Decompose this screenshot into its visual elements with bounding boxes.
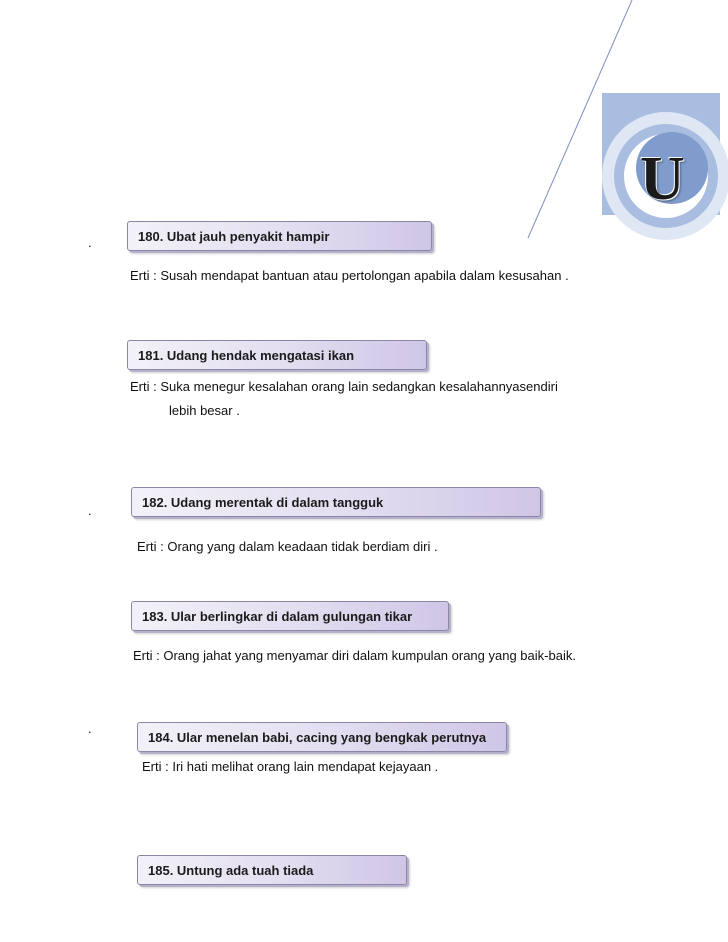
entry-title-text: 183. Ular berlingkar di dalam gulungan tikar xyxy=(142,609,413,624)
margin-dot: . xyxy=(88,235,92,250)
entry-title-180 xyxy=(127,221,432,251)
entry-title-184 xyxy=(137,722,507,752)
entry-title-182 xyxy=(131,487,541,517)
entry-meaning-184: Erti : Iri hati melihat orang lain mendapat kejayaan . xyxy=(142,759,439,774)
logo-letter: U xyxy=(640,145,685,213)
entry-title-text: 182. Udang merentak di dalam tangguk xyxy=(142,495,384,510)
entry-title-text: 180. Ubat jauh penyakit hampir xyxy=(138,229,330,244)
entry-title-text: 184. Ular menelan babi, cacing yang bengkak perutnya xyxy=(148,730,487,745)
margin-dot: . xyxy=(88,503,92,518)
entry-meaning-180: Erti : Susah mendapat bantuan atau pertolongan apabila dalam kesusahan . xyxy=(130,268,569,283)
entry-meaning-183: Erti : Orang jahat yang menyamar diri dalam kumpulan orang yang baik-baik. xyxy=(133,648,576,663)
entry-meaning-182: Erti : Orang yang dalam keadaan tidak berdiam diri . xyxy=(137,539,438,554)
entry-meaning-181-continued: lebih besar . xyxy=(169,403,240,418)
margin-dot: . xyxy=(88,721,92,736)
entry-title-181 xyxy=(127,340,427,370)
entry-meaning-181: Erti : Suka menegur kesalahan orang lain sedangkan kesalahannyasendiri xyxy=(130,379,558,394)
entry-title-183 xyxy=(131,601,449,631)
entry-title-text: 185. Untung ada tuah tiada xyxy=(148,863,314,878)
entry-title-185 xyxy=(137,855,407,885)
entry-title-text: 181. Udang hendak mengatasi ikan xyxy=(138,348,355,363)
